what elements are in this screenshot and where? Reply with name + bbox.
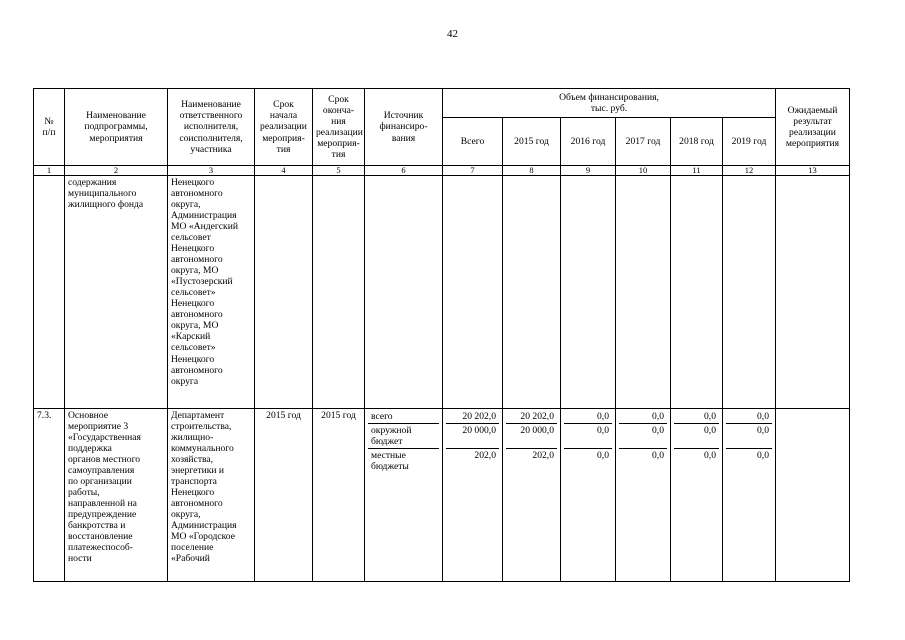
program-table bbox=[33, 88, 850, 582]
cell-start: 2015 год bbox=[255, 409, 313, 582]
value: 20 202,0 bbox=[446, 410, 499, 424]
cell-2016 bbox=[561, 176, 616, 409]
index-cell: 6 bbox=[365, 166, 443, 176]
header-total: Всего bbox=[443, 118, 503, 166]
page-number: 42 bbox=[447, 28, 458, 40]
value: 0,0 bbox=[619, 410, 667, 424]
header-name: Наименование подпрограммы, мероприятия bbox=[65, 89, 168, 166]
cell-2015 bbox=[503, 409, 561, 582]
cell-total bbox=[443, 409, 503, 582]
index-cell: 5 bbox=[313, 166, 365, 176]
cell-source bbox=[365, 176, 443, 409]
cell-2019 bbox=[723, 409, 776, 582]
header-start: Срок начала реализации мероприя- тия bbox=[255, 89, 313, 166]
header-2019: 2019 год bbox=[723, 118, 776, 166]
source-total: всего bbox=[368, 410, 439, 424]
value: 0,0 bbox=[674, 424, 719, 449]
index-cell: 12 bbox=[723, 166, 776, 176]
cell-num bbox=[34, 176, 65, 409]
index-cell: 3 bbox=[168, 166, 255, 176]
cell-2015 bbox=[503, 176, 561, 409]
index-cell: 8 bbox=[503, 166, 561, 176]
value: 0,0 bbox=[619, 424, 667, 449]
index-cell: 1 bbox=[34, 166, 65, 176]
value: 0,0 bbox=[652, 450, 664, 462]
index-cell: 4 bbox=[255, 166, 313, 176]
header-2017: 2017 год bbox=[616, 118, 671, 166]
value: 0,0 bbox=[597, 450, 609, 462]
cell-source bbox=[365, 409, 443, 582]
cell-2016 bbox=[561, 409, 616, 582]
header-executor: Наименование ответственного исполнителя, соисполнителя, участника bbox=[168, 89, 255, 166]
cell-end bbox=[313, 176, 365, 409]
header-2015: 2015 год bbox=[503, 118, 561, 166]
cell-num: 7.3. bbox=[34, 409, 65, 582]
cell-end: 2015 год bbox=[313, 409, 365, 582]
header-2016: 2016 год bbox=[561, 118, 616, 166]
value: 20 000,0 bbox=[446, 424, 499, 449]
source-regional: окружной бюджет bbox=[368, 424, 439, 449]
index-cell: 9 bbox=[561, 166, 616, 176]
cell-executor: Ненецкого автономного округа, Администрация МО «Андегский сельсовет Ненецкого автономного округа, МО «Пустозерский сельсовет» Ненецкого автономного округа, МО «Карский сельсовет» Ненецкого автономного округа bbox=[168, 176, 255, 409]
cell-result bbox=[776, 409, 850, 582]
cell-2018 bbox=[671, 176, 723, 409]
cell-result bbox=[776, 176, 850, 409]
header-source: Источник финансиро- вания bbox=[365, 89, 443, 166]
table-row bbox=[34, 176, 850, 409]
header-result: Ожидаемый результат реализации мероприятия bbox=[776, 89, 850, 166]
value: 0,0 bbox=[704, 450, 716, 462]
index-row bbox=[34, 166, 850, 176]
value: 0,0 bbox=[564, 410, 612, 424]
source-local: местные бюджеты bbox=[371, 450, 409, 473]
index-cell: 13 bbox=[776, 166, 850, 176]
cell-total bbox=[443, 176, 503, 409]
cell-start bbox=[255, 176, 313, 409]
header-end: Срок оконча- ния реализации мероприя- тия bbox=[313, 89, 365, 166]
header-num: № п/п bbox=[34, 89, 65, 166]
value: 202,0 bbox=[474, 450, 496, 462]
cell-2018 bbox=[671, 409, 723, 582]
cell-2017 bbox=[616, 409, 671, 582]
header-funding: Объем финансирования, тыс. руб. bbox=[443, 89, 776, 118]
value: 0,0 bbox=[726, 410, 772, 424]
index-cell: 2 bbox=[65, 166, 168, 176]
value: 0,0 bbox=[726, 424, 772, 449]
value: 0,0 bbox=[674, 410, 719, 424]
header-2018: 2018 год bbox=[671, 118, 723, 166]
cell-name: Основное мероприятие 3 «Государственная поддержка органов местного самоуправления по организации работы, направленной на предупреждение банкротства и восстановление платежеспособ- ности bbox=[65, 409, 168, 582]
cell-2019 bbox=[723, 176, 776, 409]
index-cell: 10 bbox=[616, 166, 671, 176]
table-row bbox=[34, 409, 850, 582]
cell-executor: Департамент строительства, жилищно- коммунального хозяйства, энергетики и транспорта Ненецкого автономного округа, Администрация МО «Городское поселение «Рабочий bbox=[168, 409, 255, 582]
value: 20 000,0 bbox=[506, 424, 557, 449]
cell-2017 bbox=[616, 176, 671, 409]
value: 20 202,0 bbox=[506, 410, 557, 424]
index-cell: 11 bbox=[671, 166, 723, 176]
value: 202,0 bbox=[532, 450, 554, 462]
value: 0,0 bbox=[757, 450, 769, 462]
index-cell: 7 bbox=[443, 166, 503, 176]
cell-name: содержания муниципального жилищного фонда bbox=[65, 176, 168, 409]
value: 0,0 bbox=[564, 424, 612, 449]
